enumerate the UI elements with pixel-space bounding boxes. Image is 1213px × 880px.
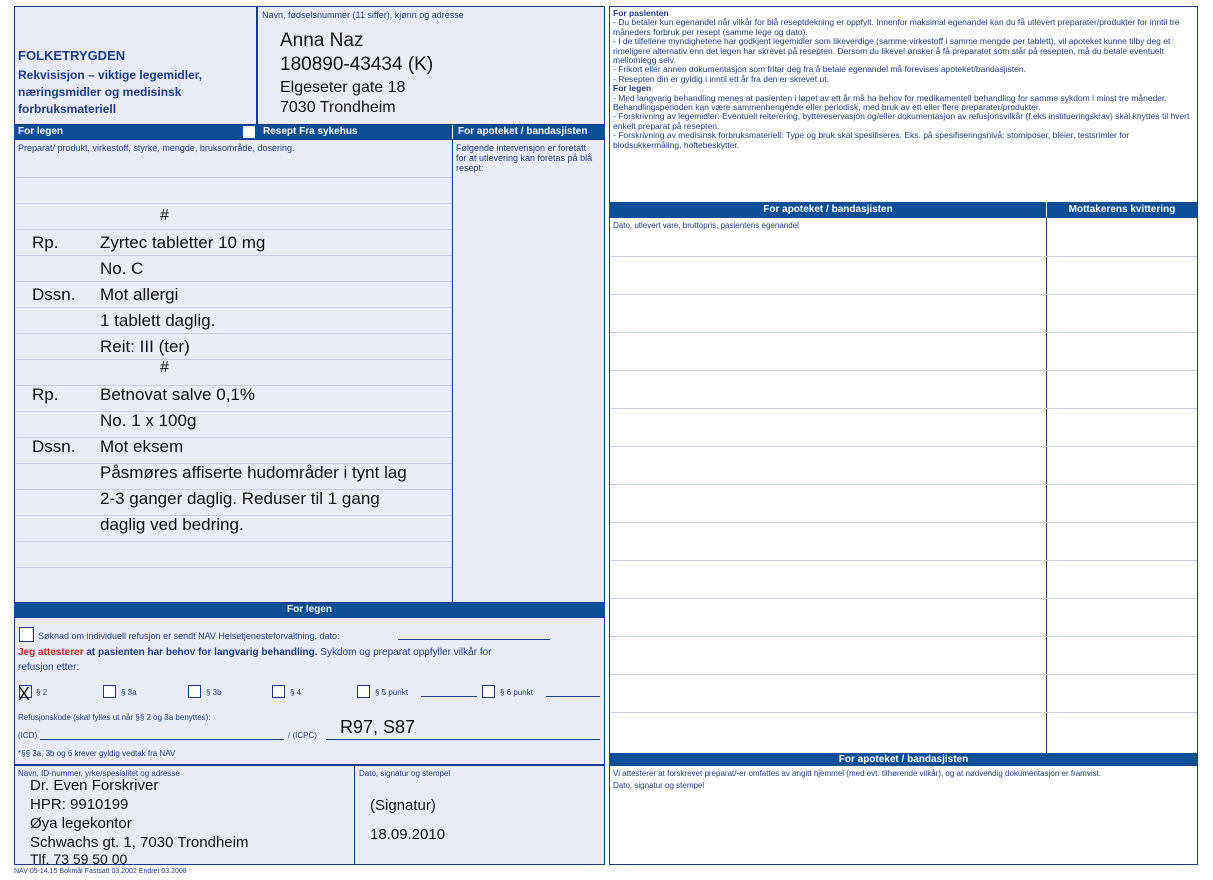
dispensing-column-divider — [1046, 218, 1047, 753]
dispensing-sub-label: Dato, utlevert vare, bruttopris, pasientens egenandel — [613, 221, 799, 230]
dispensing-row-line — [610, 332, 1197, 333]
for-legen-heading: For legen — [613, 83, 652, 94]
paragraph-2-checkmark: X — [18, 684, 31, 704]
form-title-3: forbruksmateriell — [18, 102, 117, 116]
rx-line — [16, 333, 452, 334]
rx-line — [16, 437, 452, 438]
pasient-note-1: - Du betaler kun egenandel når vilkår for blå reseptdekning er oppfylt. Innenfor maksimal egenandel kan du få utlevert preparater/produkter for inntil tre måneders forbruk per resept (samme lege og dato). — [613, 17, 1180, 37]
resept-fra-sykehus-checkbox[interactable] — [243, 126, 255, 138]
footnote: *§§ 3a, 3b og 6 krever gyldig vedtak fra NAV — [18, 749, 176, 758]
refusjonskode-label: Refusjonskode (skal fylles ut når §§ 2 og 3a benyttes): — [18, 713, 211, 722]
rx-line — [16, 307, 452, 308]
soknad-checkbox[interactable] — [19, 627, 34, 642]
doctor-phone: Tlf. 73 59 50 00 — [30, 852, 128, 865]
rx-line — [16, 229, 452, 230]
legen-note-2: - Forskrivning av legemidler: Eventuell reiterering, byttereservasjon og/eller dokumentasjon av refusjonsvilkår (f.eks institueringskrav) skal knyttes til hvert enkelt preparat på resepten. — [613, 111, 1190, 131]
rx-line — [16, 411, 452, 412]
paragraph-4-label: § 4 — [290, 688, 302, 697]
patient-label: Navn, fødselsnummer (11 siffer), kjønn og adresse — [262, 10, 464, 20]
legen-note-1: - Med langvarig behandling menes at pasienten i løpet av ett år må ha behov for medikamentell behandling for samme sykdom i minst tre måneder. Behandlingsperioden kan være sammenhengende eller periodisk, med bruk av ett eller flere preparater/produkter. — [613, 92, 1167, 113]
dispensing-header-right-label: Mottakerens kvittering — [1068, 204, 1176, 215]
legen-section-header — [14, 603, 605, 617]
paragraph-3a-checkbox[interactable] — [103, 685, 116, 698]
paragraph-3b-checkbox[interactable] — [188, 685, 201, 698]
rx-line — [16, 541, 452, 542]
attest-line-2: refusjon etter: — [18, 662, 80, 673]
patient-notes-area — [613, 9, 1193, 150]
patient-street: Elgeseter gate 18 — [280, 79, 406, 96]
resept-fra-sykehus-header — [257, 125, 452, 139]
rx-line — [16, 177, 452, 178]
rx-line — [16, 359, 452, 360]
for-legen-header — [14, 125, 257, 139]
paragraph-6-field[interactable] — [546, 688, 600, 697]
attest-bold-label: at pasienten har behov for langvarig behandling. — [83, 647, 318, 658]
icd-field[interactable] — [40, 730, 284, 740]
rx-label-2: Rp. — [32, 385, 59, 404]
org-name: FOLKETRYGDEN — [18, 48, 126, 63]
for-apoteket-label: For apoteket / bandasjisten — [458, 126, 588, 137]
for-apoteket-header — [452, 125, 605, 139]
apotek-note: Følgende intervensjon er foretatt for at utlevering kan foretas på blå resept: — [456, 143, 593, 173]
paragraph-3a-label: § 3a — [121, 688, 137, 697]
icpc-label: / (ICPC) — [288, 731, 317, 740]
paragraph-3b-label: § 3b — [206, 688, 222, 697]
resept-fra-sykehus-label: Resept Fra sykehus — [263, 126, 358, 137]
rx-separator-2: # — [160, 359, 169, 376]
soknad-label: Søknad om individuell refusjon er sendt NAV Helsetjenesteforvaltning, dato: — [38, 631, 340, 641]
drug-2-dose-line-1: Påsmøres affiserte hudområder i tynt lag — [100, 463, 407, 482]
drug-1-dose: 1 tablett daglig. — [100, 311, 216, 330]
dispensing-table-header-left — [610, 202, 1046, 218]
signature-label: Dato, signatur og stempel — [359, 769, 451, 778]
form-footer: NAV 05-14.15 Bokmål Fastsatt 03.2002 Endret 03.2008 — [14, 868, 187, 875]
dssn-label-1: Dssn. — [32, 285, 76, 304]
drug-1-name: Zyrtec tabletter 10 mg — [100, 233, 266, 252]
paragraph-6-checkbox[interactable] — [482, 685, 495, 698]
rx-line — [16, 567, 452, 568]
paragraph-2-label: § 2 — [36, 688, 48, 697]
doctor-address: Schwachs gt. 1, 7030 Trondheim — [30, 834, 249, 851]
dispensing-row-line — [610, 636, 1197, 637]
rx-label-1: Rp. — [32, 233, 59, 252]
pasient-note-4: - Resepten din er gyldig i inntil ett år fra den er skrevet ut. — [613, 73, 829, 84]
drug-2-quantity: No. 1 x 100g — [100, 411, 197, 430]
icd-label: (ICD) — [18, 731, 38, 740]
doctor-hpr: HPR: 9910199 — [30, 796, 129, 813]
drug-1-reit: Reit: III (ter) — [100, 337, 190, 356]
drug-2-name: Betnovat salve 0,1% — [100, 385, 255, 404]
dispensing-row-line — [610, 484, 1197, 485]
dispensing-row-line — [610, 598, 1197, 599]
dispensing-row-line — [610, 294, 1197, 295]
paragraph-5-field[interactable] — [421, 688, 477, 697]
dispensing-row-line — [610, 522, 1197, 523]
drug-2-dose-line-3: daglig ved bedring. — [100, 515, 244, 534]
form-title-2: næringsmidler og medisinsk — [18, 85, 182, 99]
paragraph-4-checkbox[interactable] — [272, 685, 285, 698]
dispensing-row-line — [610, 674, 1197, 675]
attest-text — [18, 647, 598, 659]
patient-id: 180890-43434 (K) — [280, 54, 434, 75]
icpc-value: R97, S87 — [340, 717, 416, 737]
attest-rest-label: Sykdom og preparat oppfyller vilkår for — [317, 647, 492, 658]
pasient-note-2: - I de tilfellene myndighetene har godkjent legemidler som likeverdige (samme virkestoff i samme mengde per tablett), vil apoteket kunne tilby deg et rimeligere alternativ enn det legen har skrevet på resepten. Dersom du likevel ønsker å få preparatet som står på resepten, må du betale eventuelt mellomlegg selv. — [613, 36, 1171, 66]
dssn-label-2: Dssn. — [32, 437, 76, 456]
signature-text: (Signatur) — [370, 797, 436, 814]
dispensing-row-line — [610, 408, 1197, 409]
for-pasienten-heading: For pasienten — [613, 8, 669, 18]
legen-note-3: - Forskrivning av medisinsk forbruksmateriell: Type og bruk skal spesifiseres. Eks. på spesifiseringsnivå: stomiposer, bleier, testsrimler for blodsukkermåling, hoftebeskytter. — [613, 130, 1130, 150]
dispensing-row-line — [610, 370, 1197, 371]
dispensing-header-left-label: For apoteket / bandasjisten — [763, 204, 893, 215]
drug-1-use: Mot allergi — [100, 285, 179, 304]
signature-date: 18.09.2010 — [370, 826, 446, 843]
drug-1-quantity: No. C — [100, 259, 144, 278]
doctor-name: Dr. Even Forskriver — [30, 777, 159, 794]
drug-2-dose-line-2: 2-3 ganger daglig. Reduser til 1 gang — [100, 489, 380, 508]
paragraph-5-checkbox[interactable] — [357, 685, 370, 698]
dispensing-row-line — [610, 560, 1197, 561]
paragraph-5-label: § 5 punkt — [375, 688, 408, 697]
legen-section-header-label: For legen — [286, 604, 332, 615]
apotek-attest-text: Vi attesterer at forskrevet preparat/-er omfattes av angitt hjemmel (med evt. tilhørende vilkår), og at nødvendig dokumentasjon er framvist. — [613, 769, 1102, 778]
soknad-date-field[interactable] — [398, 628, 550, 640]
rx-line — [16, 203, 452, 204]
apotek-attest-header-label: For apoteket / bandasjisten — [838, 754, 969, 765]
rx-line — [16, 281, 452, 282]
dispensing-row-line — [610, 446, 1197, 447]
apotek-attest-header — [610, 753, 1197, 766]
patient-name: Anna Naz — [280, 30, 364, 51]
pasient-note-3: - Frikort eller annen dokumentasjon som fritar deg fra å betale egenandel må forevises apoteket/bandasjisten. — [613, 64, 1026, 75]
dispensing-row-line — [610, 256, 1197, 257]
paragraph-6-label: § 6 punkt — [500, 688, 533, 697]
doctor-office: Øya legekontor — [30, 815, 132, 832]
rx-line — [16, 255, 452, 256]
drug-2-use: Mot eksem — [100, 437, 184, 456]
apotek-intervention-area — [452, 139, 605, 603]
rx-separator-1: # — [160, 207, 169, 224]
dispensing-table-header-right — [1047, 202, 1197, 218]
patient-city: 7030 Trondheim — [280, 99, 396, 116]
apotek-attest-signature-label: Dato, signatur og stempel — [613, 781, 705, 790]
for-legen-label: For legen — [18, 126, 64, 137]
form-title-1: Rekvisisjon – viktige legemidler, — [18, 68, 203, 82]
signature-box — [354, 765, 605, 865]
attest-red-label: Jeg attesterer — [18, 647, 84, 658]
dispensing-row-line — [610, 712, 1197, 713]
preparat-label: Preparat/ produkt, virkestoff, styrke, mengde, bruksområde, dosering. — [18, 143, 295, 153]
doctor-label: Navn, ID-nummer, yrke/spesialitet og adresse — [18, 769, 180, 778]
